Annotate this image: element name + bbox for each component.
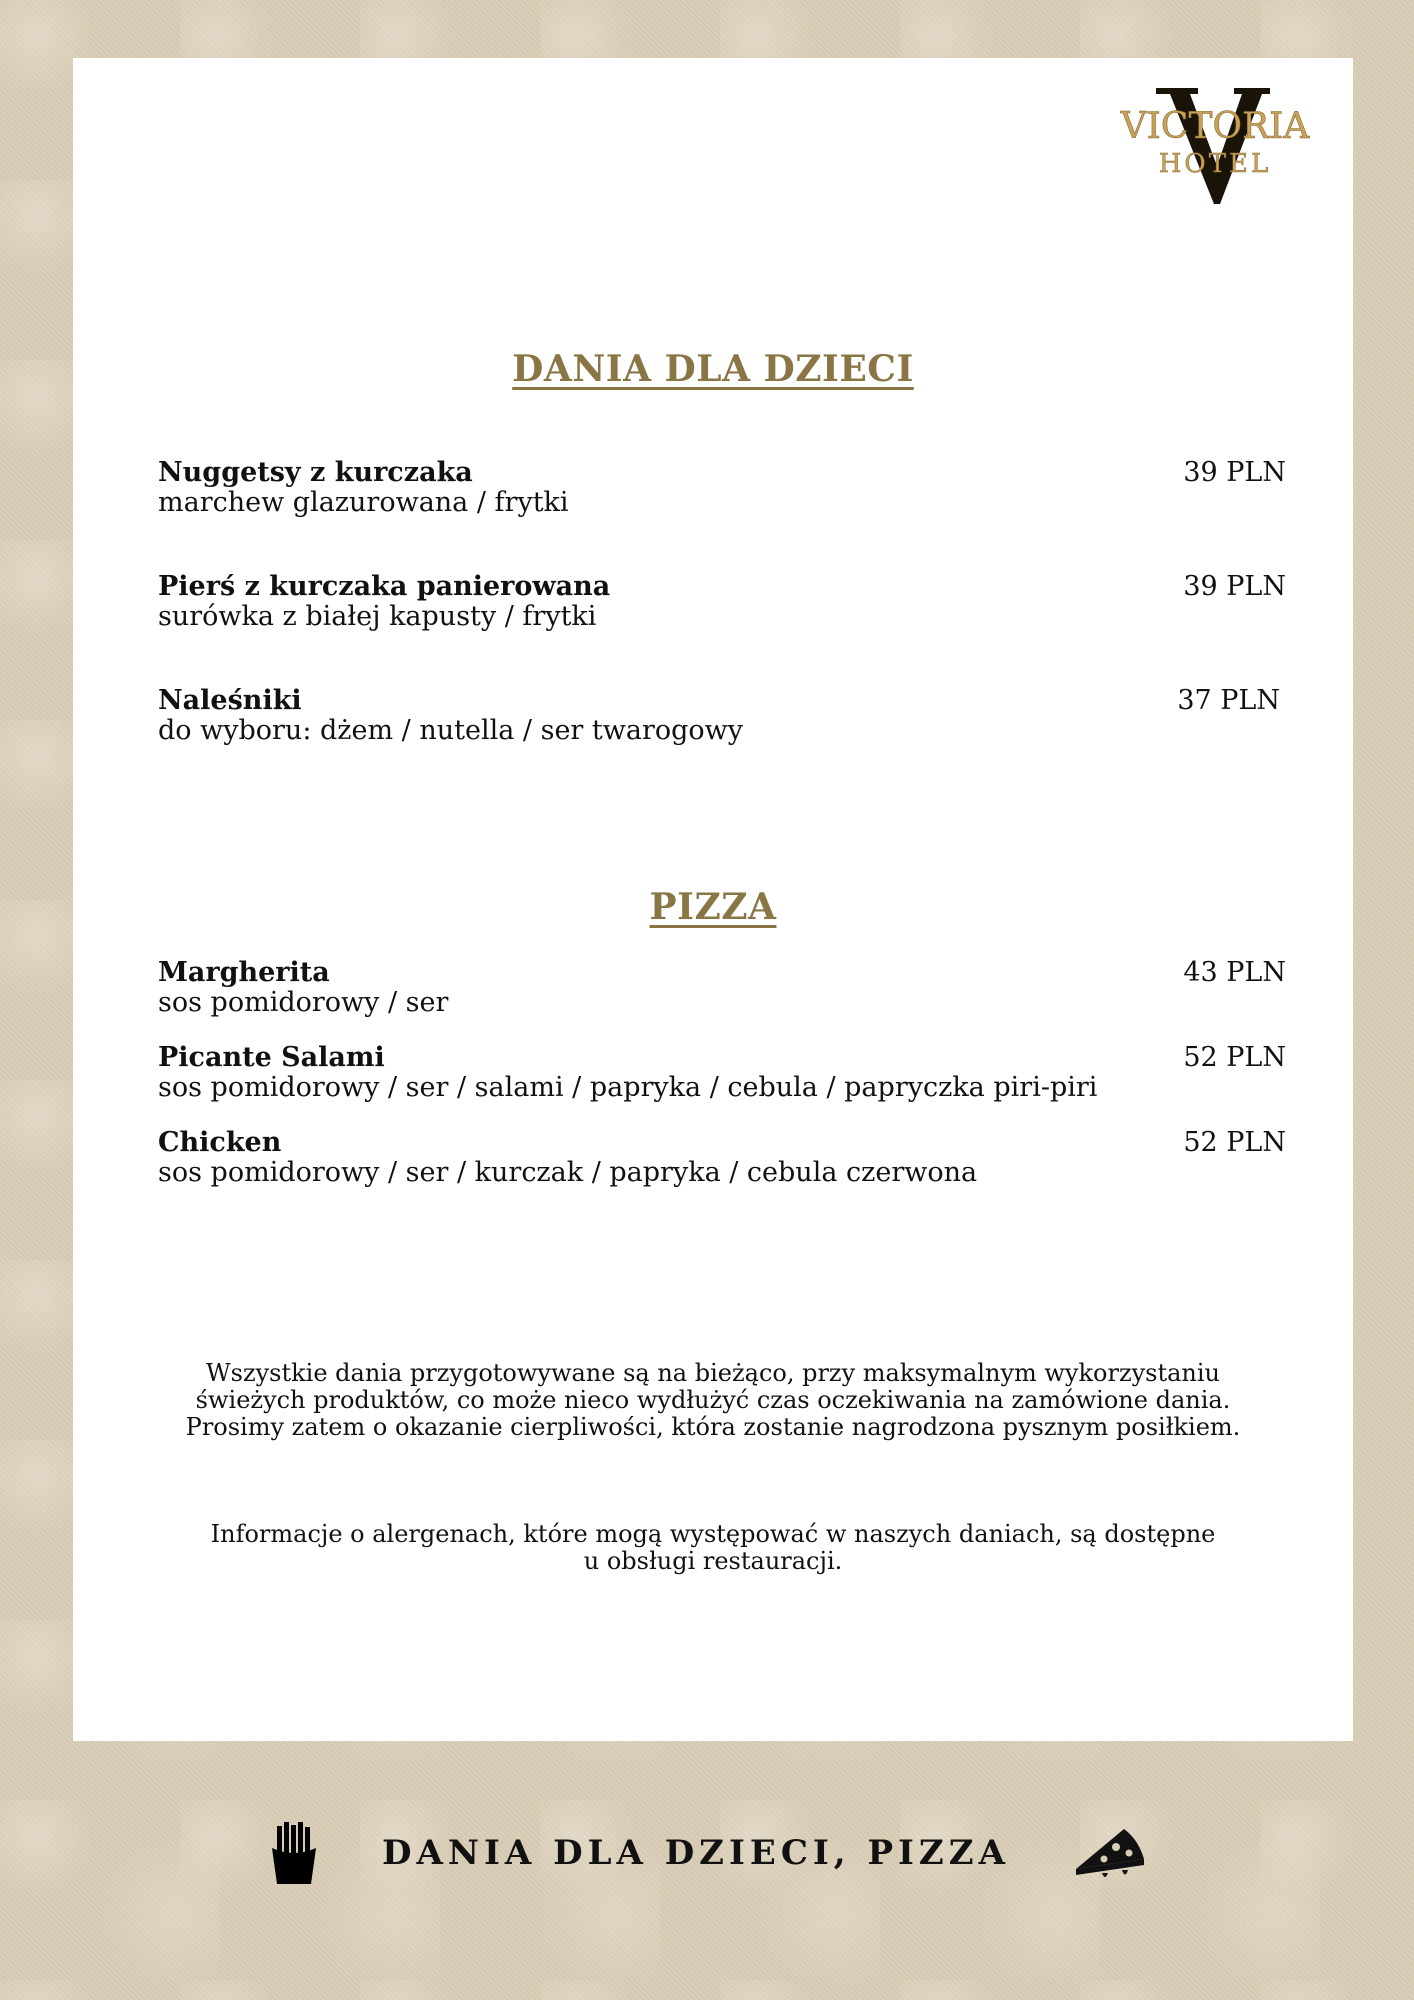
item-price: 39 PLN xyxy=(1183,571,1286,602)
note-line: u obsługi restauracji. xyxy=(583,1547,843,1575)
item-description: sos pomidorowy / ser xyxy=(158,987,449,1018)
item-name: Naleśniki xyxy=(158,685,302,716)
section-title-kids: DANIA DLA DZIECI xyxy=(512,348,914,390)
item-price: 52 PLN xyxy=(1183,1042,1286,1073)
item-price: 52 PLN xyxy=(1183,1127,1286,1158)
item-description: marchew glazurowana / frytki xyxy=(158,487,569,518)
item-price: 39 PLN xyxy=(1183,457,1286,488)
item-price: 43 PLN xyxy=(1183,957,1286,988)
menu-item xyxy=(158,572,1286,632)
item-description: sos pomidorowy / ser / salami / papryka / cebula / papryczka piri-piri xyxy=(158,1072,1098,1103)
item-name: Chicken xyxy=(158,1127,282,1158)
item-price: 37 PLN xyxy=(1177,685,1280,716)
item-name: Margherita xyxy=(158,957,330,988)
logo-line2: HOTEL xyxy=(1158,149,1272,179)
preparation-note xyxy=(73,1360,1353,1441)
menu-item xyxy=(158,458,1286,518)
note-line: Prosimy zatem o okazanie cierpliwości, która zostanie nagrodzona pysznym posiłkiem. xyxy=(185,1413,1241,1441)
pizza-slice-icon xyxy=(1072,1825,1146,1881)
note-line: Informacje o alergenach, które mogą występować w naszych daniach, są dostępne xyxy=(210,1520,1216,1548)
item-name: Picante Salami xyxy=(158,1042,385,1073)
footer-title: DANIA DLA DZIECI, PIZZA xyxy=(382,1833,1010,1873)
item-description: surówka z białej kapusty / frytki xyxy=(158,601,597,632)
item-name: Pierś z kurczaka panierowana xyxy=(158,571,611,602)
footer xyxy=(0,1818,1414,1888)
section-title-pizza: PIZZA xyxy=(649,886,777,928)
menu-item xyxy=(158,1043,1286,1103)
logo-line1: VICTORIA xyxy=(1120,106,1310,147)
note-line: Wszystkie dania przygotowywane są na bieżąco, przy maksymalnym wykorzystaniu xyxy=(205,1359,1221,1387)
item-description: do wyboru: dżem / nutella / ser twarogowy xyxy=(158,715,744,746)
victoria-hotel-logo xyxy=(1120,80,1310,210)
fries-icon xyxy=(268,1822,320,1884)
note-line: świeżych produktów, co może nieco wydłużyć czas oczekiwania na zamówione dania. xyxy=(195,1386,1231,1414)
menu-item xyxy=(158,1128,1286,1188)
allergen-note xyxy=(73,1521,1353,1575)
item-name: Nuggetsy z kurczaka xyxy=(158,457,473,488)
item-description: sos pomidorowy / ser / kurczak / papryka / cebula czerwona xyxy=(158,1157,978,1188)
logo-icon xyxy=(1120,80,1310,210)
menu-item xyxy=(158,958,1286,1018)
menu-item xyxy=(158,686,1286,746)
